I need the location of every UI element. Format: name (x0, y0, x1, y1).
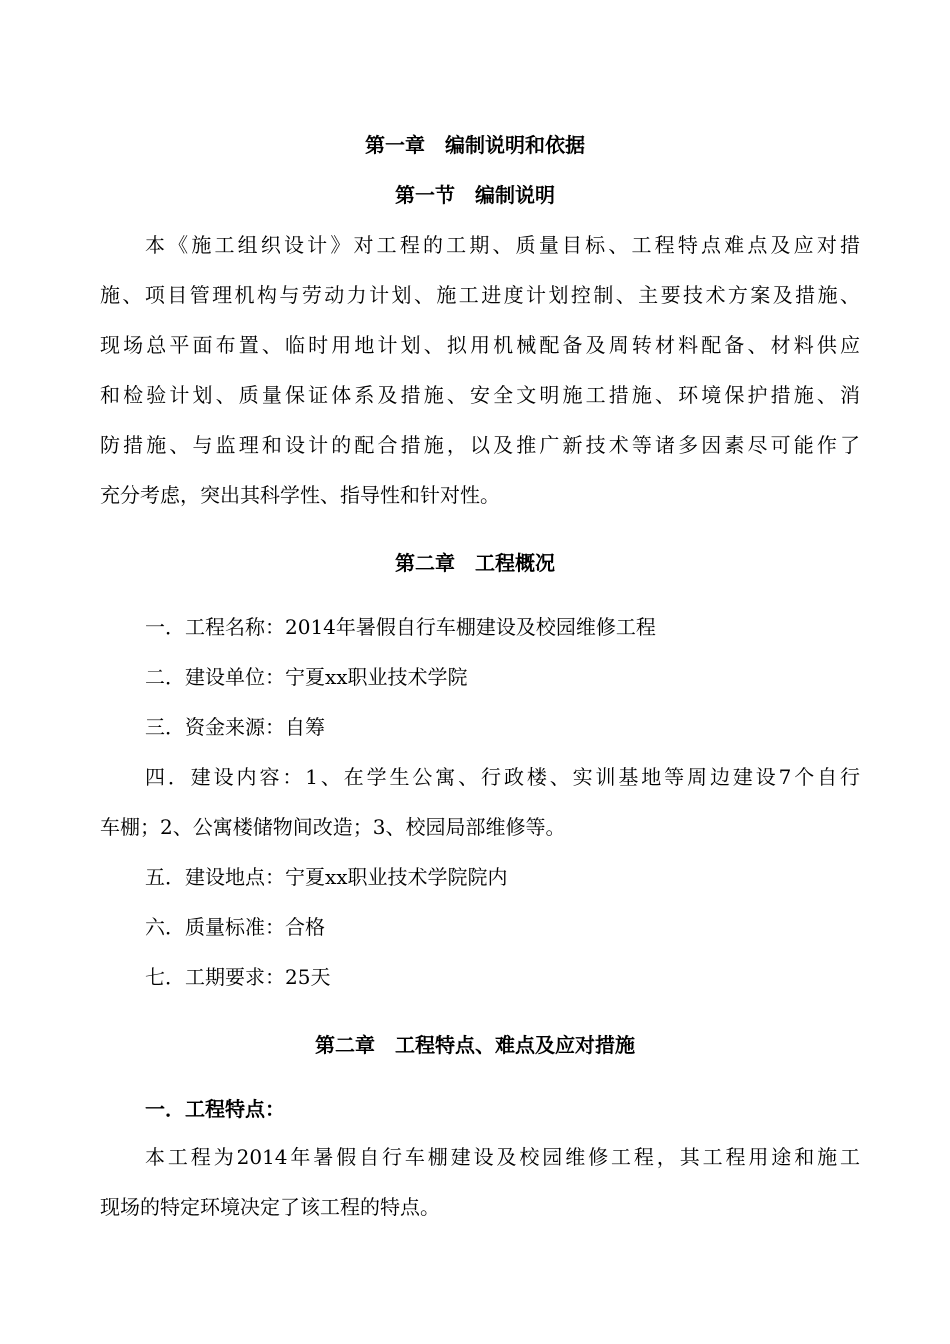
list-item: 一．工程名称：2014年暑假自行车棚建设及校园维修工程 (145, 615, 656, 639)
paragraph-line: 防措施、与监理和设计的配合措施，以及推广新技术等诸多因素尽可能作了 (100, 433, 860, 457)
paragraph-line: 本《施工组织设计》对工程的工期、质量目标、工程特点难点及应对措 (145, 233, 860, 257)
paragraph-line: 现场的特定环境决定了该工程的特点。 (100, 1195, 440, 1219)
section-heading: 第一节 编制说明 (395, 183, 555, 207)
list-item: 车棚；2、公寓楼储物间改造；3、校园局部维修等。 (100, 815, 566, 839)
list-item: 二．建设单位：宁夏xx职业技术学院 (145, 665, 468, 689)
list-item: 六．质量标准：合格 (145, 915, 325, 939)
list-item: 三．资金来源：自筹 (145, 715, 325, 739)
list-item: 七．工期要求：25天 (145, 965, 331, 989)
chapter-heading: 第二章 工程特点、难点及应对措施 (315, 1033, 635, 1057)
paragraph-line: 和检验计划、质量保证体系及措施、安全文明施工措施、环境保护措施、消 (100, 383, 860, 407)
chapter-heading: 第二章 工程概况 (395, 551, 555, 575)
subsection-heading: 一．工程特点： (145, 1097, 285, 1121)
paragraph-line: 施、项目管理机构与劳动力计划、施工进度计划控制、主要技术方案及措施、 (100, 283, 860, 307)
list-item: 五．建设地点：宁夏xx职业技术学院院内 (145, 865, 508, 889)
paragraph-line: 本工程为2014年暑假自行车棚建设及校园维修工程，其工程用途和施工 (145, 1145, 860, 1169)
list-item: 四．建设内容：1、在学生公寓、行政楼、实训基地等周边建设7个自行 (145, 765, 860, 789)
chapter-heading: 第一章 编制说明和依据 (365, 133, 585, 157)
paragraph-line: 现场总平面布置、临时用地计划、拟用机械配备及周转材料配备、材料供应 (100, 333, 860, 357)
paragraph-line: 充分考虑，突出其科学性、指导性和针对性。 (100, 483, 500, 507)
